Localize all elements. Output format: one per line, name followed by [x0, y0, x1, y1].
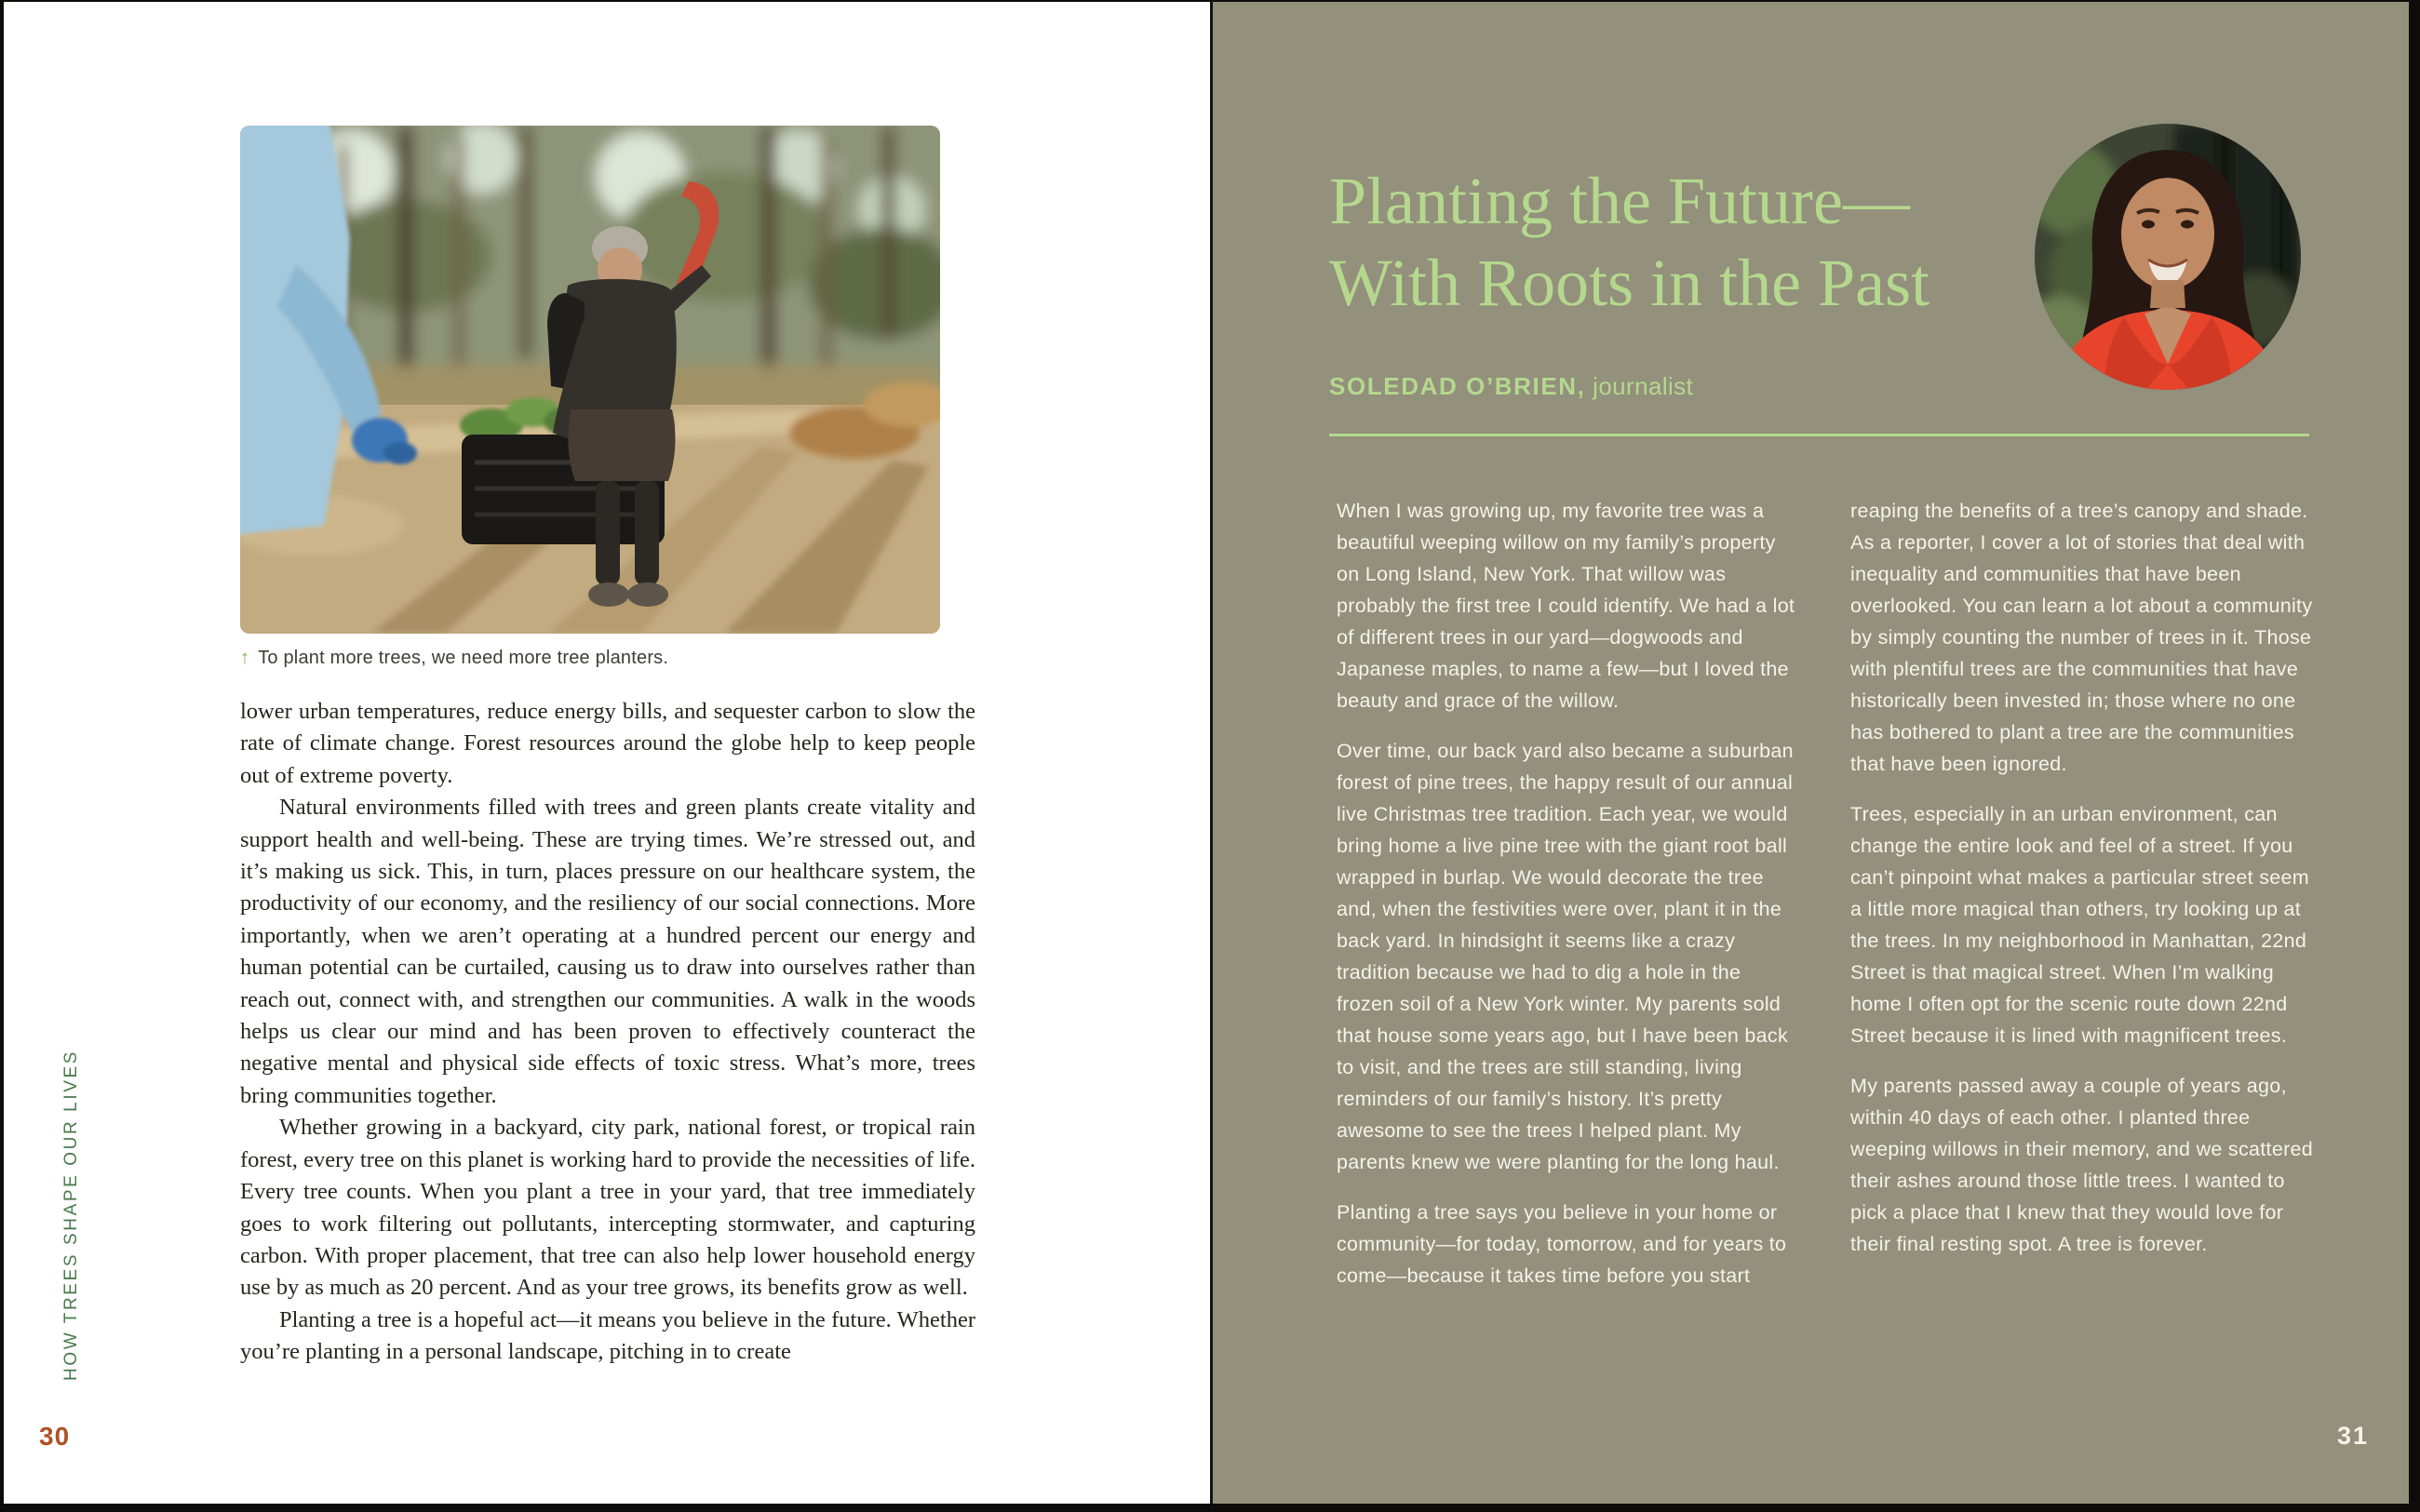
left-body-text	[240, 696, 975, 1369]
photo-caption-text: To plant more trees, we need more tree planters.	[258, 648, 669, 668]
essay-paragraph: Trees, especially in an urban environment, can change the entire look and feel of a street. If you can’t pinpoint what makes a particular street seem a little more magical than others, try looking up at the trees. In my neighborhood in Manhattan, 22nd Street is that magical street. When I’m walking home I often opt for the scenic route down 22nd Street because it is lined with magnificent trees.	[1850, 803, 2310, 1047]
essay-paragraph: Over time, our back yard also became a suburban forest of pine trees, the happy result of our annual live Christmas tree tradition. Each year, we would bring home a live pine tree with the giant root ball wrapped in burlap. We would decorate the tree and, when the festivities were over, plant it in the back yard. In hindsight it seems like a crazy tradition because we had to dig a hole in the frozen soil of a New York winter. My parents sold that house some years ago, but I have been back to visit, and the trees are still standing, living reminders of our family’s history. It’s pretty awesome to see the trees I helped plant. My parents knew we were planting for the long haul.	[1337, 740, 1794, 1173]
author-portrait-photo	[2035, 124, 2301, 390]
tree-planting-photo-illustration	[240, 126, 940, 634]
page-number-right: 31	[2337, 1422, 2370, 1450]
photo-caption	[240, 648, 948, 669]
article-title-line1: Planting the Future—	[1329, 164, 1910, 238]
arrow-up-icon: ↑	[240, 648, 250, 668]
chapter-sidebar-label: HOW TREES SHAPE OUR LIVES	[61, 1049, 81, 1381]
article-title	[1329, 160, 1929, 324]
page-number-left: 30	[39, 1422, 71, 1451]
body-paragraph: Natural environments filled with trees and green plants create vitality and support health and well-being. These are trying times. We’re stressed out, and it’s making us sick. This, in turn, places pressure on our healthcare system, the productivity of our economy, and the resiliency of our social connections. More importantly, when we aren’t operating at a hundred percent our energy and human potential can be curtailed, causing us to draw into ourselves rather than reach out, connect with, and strengthen our communities. A walk in the woods helps us clear our mind and has been proven to effectively counteract the negative mental and physical side effects of toxic stress. What’s more, trees bring communities together.	[240, 795, 975, 1108]
essay-column-2	[1850, 495, 2316, 1278]
article-title-line2: With Roots in the Past	[1329, 246, 1930, 320]
body-paragraph: lower urban temperatures, reduce energy bills, and sequester carbon to slow the rate of climate change. Forest resources around the globe help to keep people out of extreme poverty.	[240, 699, 975, 788]
essay-paragraph: Planting a tree says you believe in your home or community—for today, tomorrow, and for years to come—because it takes time before you start	[1337, 1201, 1787, 1287]
byline-author-role: journalist	[1585, 372, 1694, 400]
essay-column-1	[1337, 495, 1802, 1310]
byline-author-name: SOLEDAD O’BRIEN,	[1329, 372, 1586, 400]
essay-paragraph: My parents passed away a couple of years ago, within 40 days of each other. I planted three weeping willows in their memory, and we scattered their ashes around those little trees. I wanted to pick a place that I knew that they would love for their final resting spot. A tree is forever.	[1850, 1075, 2314, 1255]
tree-planting-photo	[240, 126, 940, 634]
author-portrait-illustration	[2035, 124, 2301, 390]
body-paragraph: Whether growing in a backyard, city park, national forest, or tropical rain forest, every tree on this planet is working hard to provide the necessities of life. Every tree counts. When you plant a tree in your yard, that tree immediately goes to work filtering out pollutants, intercepting stormwater, and capturing carbon. With proper placement, that tree can also help lower household energy use by as much as 20 percent. And as your tree grows, its benefits grow as well.	[240, 1115, 975, 1301]
byline	[1329, 372, 1693, 401]
essay-paragraph: reaping the benefits of a tree’s canopy and shade. As a reporter, I cover a lot of stories that deal with inequality and communities that have been overlooked. You can learn a lot about a community by simply counting the number of trees in it. Those with plentiful trees are the communities that have historically been invested in; those where no one has bothered to plant a tree are the communities that have been ignored.	[1850, 500, 2313, 775]
body-paragraph: Planting a tree is a hopeful act—it means you believe in the future. Whether you’re planting in a personal landscape, pitching in to create	[240, 1306, 975, 1365]
title-divider-rule	[1329, 434, 2309, 436]
essay-paragraph: When I was growing up, my favorite tree was a beautiful weeping willow on my family’s property on Long Island, New York. That willow was probably the first tree I could identify. We had a lot of different trees in our yard—dogwoods and Japanese maples, to name a few—but I loved the beauty and grace of the willow.	[1337, 500, 1795, 712]
right-page	[1210, 0, 2420, 1512]
